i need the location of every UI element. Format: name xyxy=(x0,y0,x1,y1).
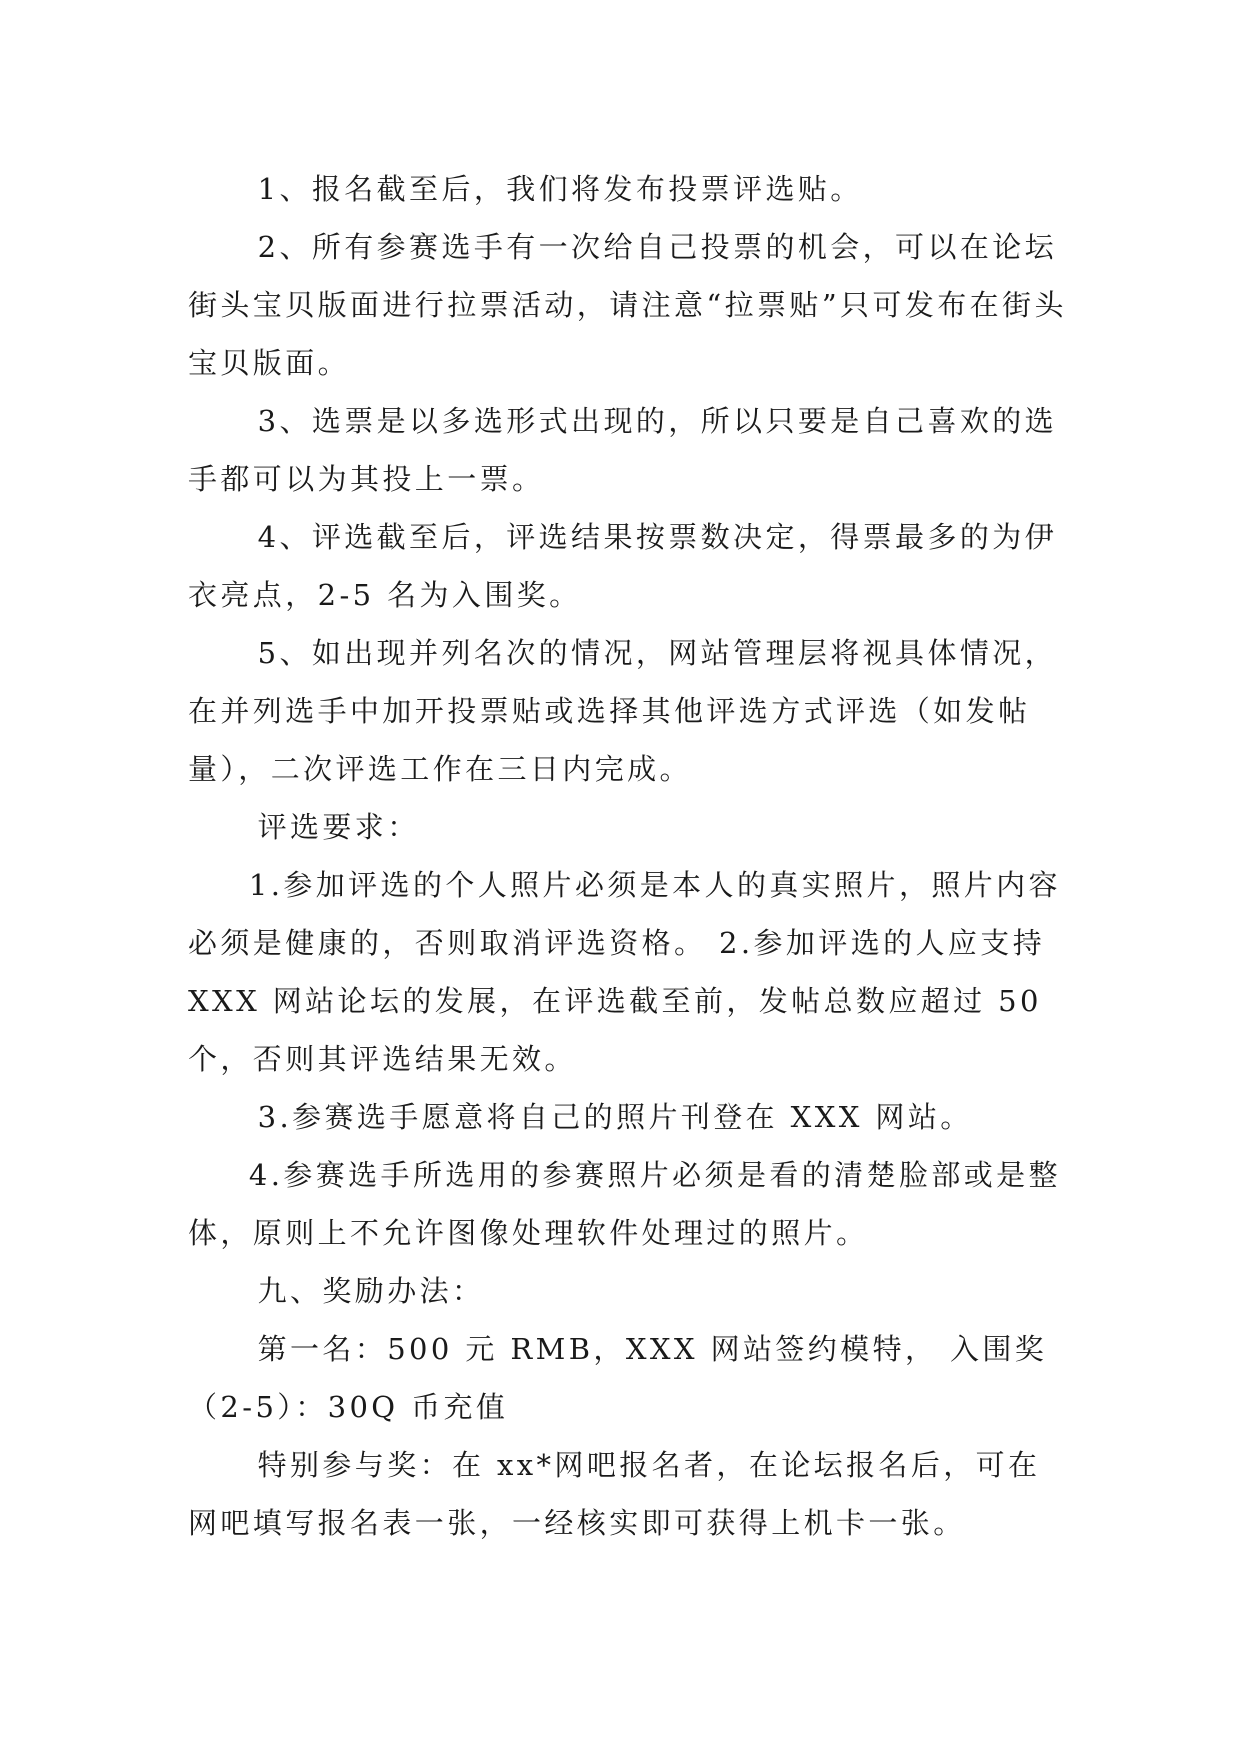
paragraph-vote-result: 4、评选截至后，评选结果按票数决定，得票最多的为伊衣亮点，2-5 名为入围奖。 xyxy=(188,520,1058,612)
paragraph-requirement-1-2: 1.参加评选的个人照片必须是本人的真实照片，照片内容必须是健康的，否则取消评选资格。 2.参加评选的人应支持 XXX 网站论坛的发展，在评选截至前，发帖总数应超过 50 个，否则其评选结果无效。 xyxy=(188,868,1061,1076)
paragraph-multi-select: 3、选票是以多选形式出现的，所以只要是自己喜欢的选手都可以为其投上一票。 xyxy=(188,404,1058,496)
document-body xyxy=(188,160,1068,1552)
paragraph-tie-rule: 5、如出现并列名次的情况，网站管理层将视具体情况，在并列选手中加开投票贴或选择其他评选方式评选（如发帖量），二次评选工作在三日内完成。 xyxy=(188,636,1058,786)
section-heading-rewards: 九、奖励办法： xyxy=(257,1274,485,1308)
paragraph-requirement-4: 4.参赛选手所选用的参赛照片必须是看的清楚脸部或是整体，原则上不允许图像处理软件处理过的照片。 xyxy=(188,1158,1061,1250)
paragraph-prizes: 第一名：500 元 RMB，XXX 网站签约模特， 入围奖（2-5）：30Q 币充值 xyxy=(188,1332,1048,1424)
paragraph-voting-post: 1、报名截至后，我们将发布投票评选贴。 xyxy=(257,172,863,206)
section-heading-requirements: 评选要求： xyxy=(257,810,420,844)
paragraph-special-award: 特别参与奖：在 xx*网吧报名者，在论坛报名后，可在网吧填写报名表一张，一经核实即可获得上机卡一张。 xyxy=(188,1448,1041,1540)
paragraph-self-vote: 2、所有参赛选手有一次给自己投票的机会，可以在论坛街头宝贝版面进行拉票活动，请注意“拉票贴”只可发布在街头宝贝版面。 xyxy=(188,230,1067,380)
paragraph-requirement-3: 3.参赛选手愿意将自己的照片刊登在 XXX 网站。 xyxy=(257,1100,973,1134)
